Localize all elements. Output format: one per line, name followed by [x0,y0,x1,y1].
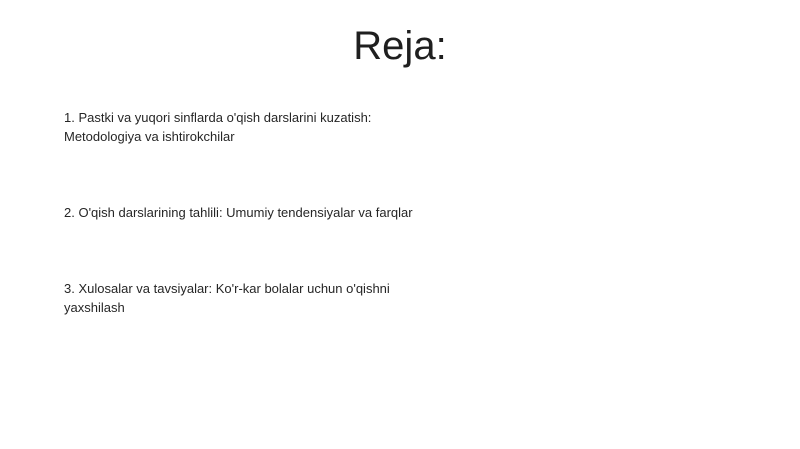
plan-item-1: 1. Pastki va yuqori sinflarda o'qish darslarini kuzatish: Metodologiya va ishtirokchilar [64,110,372,144]
slide-title: Reja: [353,24,447,68]
plan-item-3: 3. Xulosalar va tavsiyalar: Ko'r-kar bolalar uchun o'qishni yaxshilash [64,281,390,315]
plan-list [64,108,414,317]
plan-item-2: 2. O'qish darslarining tahlili: Umumiy tendensiyalar va farqlar [64,205,413,220]
